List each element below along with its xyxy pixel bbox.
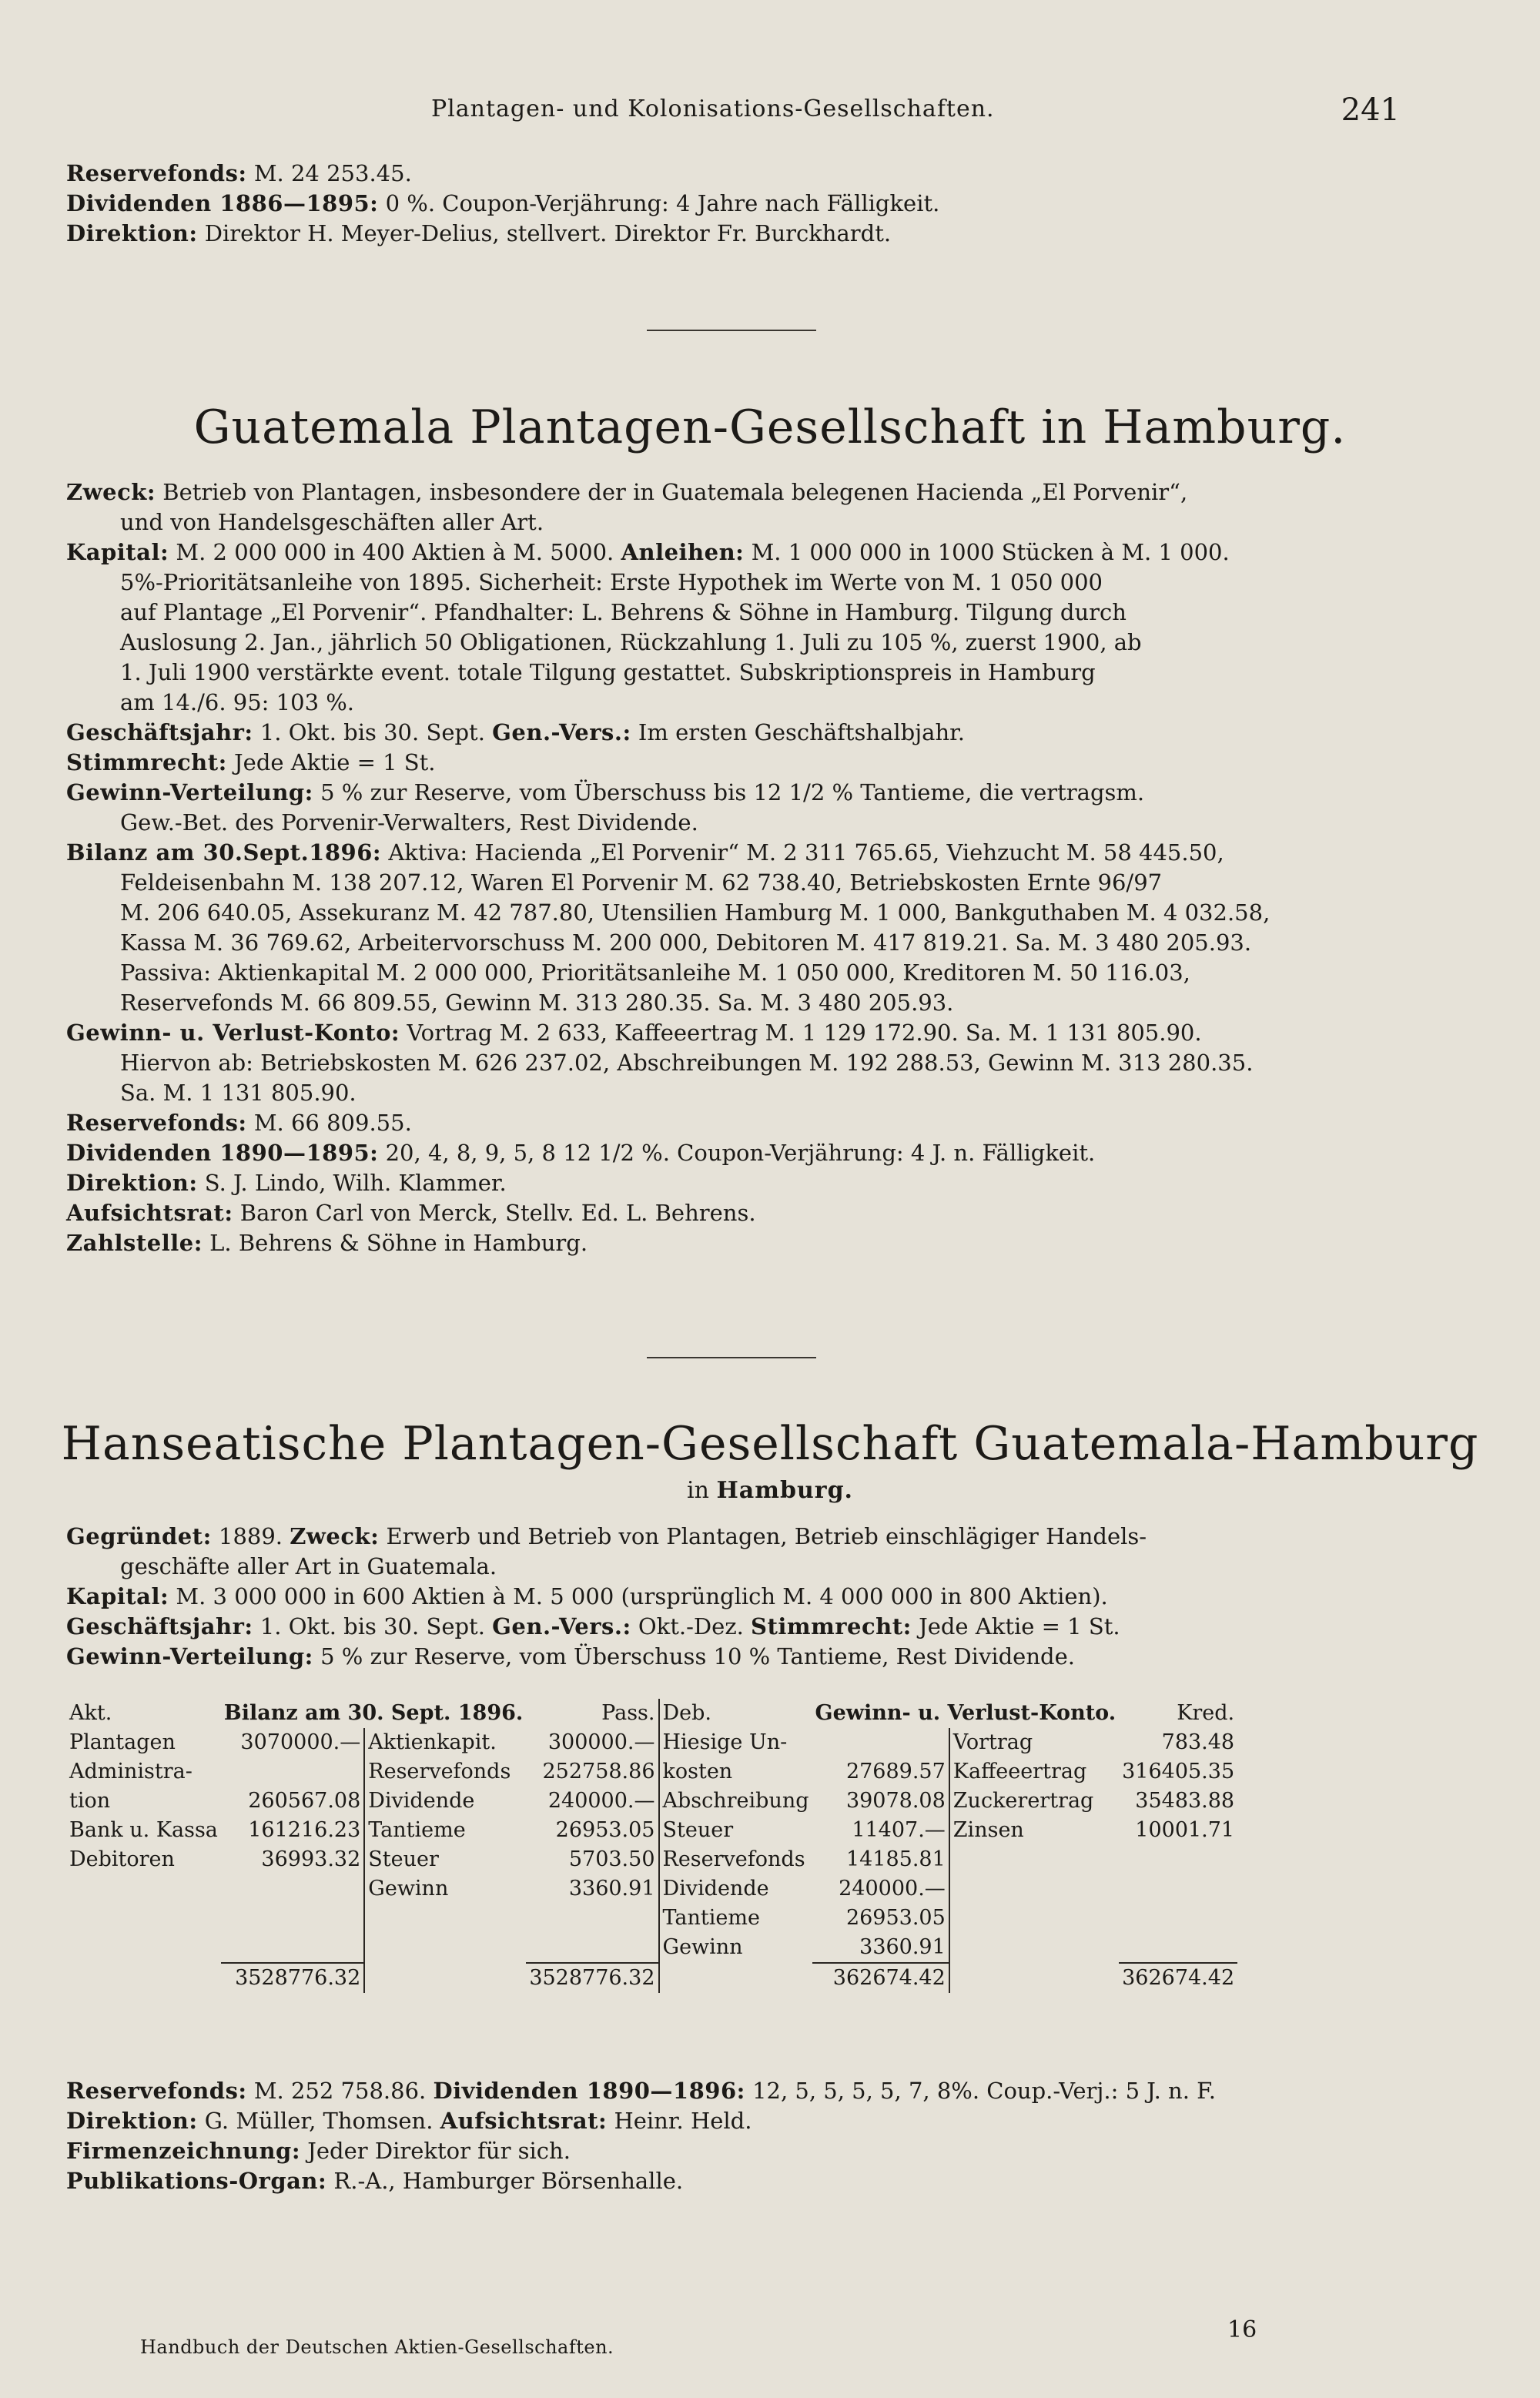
table-cell	[812, 1728, 949, 1757]
table-header: Akt.	[69, 1701, 112, 1725]
label: Reservefonds:	[66, 1110, 247, 1136]
previous-entry-tail	[66, 159, 1404, 249]
table-cell: 316405.35	[1122, 1760, 1235, 1783]
table-cell: Debitoren	[69, 1847, 175, 1871]
text: Aktiva: Hacienda „El Porvenir“ M. 2 311 765.65, Viehzucht M. 58 445.50,	[388, 839, 1224, 866]
label: Reservefonds:	[66, 2078, 247, 2104]
text: G. Müller, Thomsen.	[204, 2108, 434, 2134]
table-cell: Gewinn	[368, 1877, 449, 1901]
text: S. J. Lindo, Wilh. Klammer.	[204, 1170, 507, 1196]
table-cell	[66, 1904, 221, 1933]
table-cell: Reservefonds	[662, 1847, 805, 1871]
text: M. 3 000 000 in 600 Aktien à M. 5 000 (ursprünglich M. 4 000 000 in 800 Aktien).	[176, 1583, 1108, 1609]
table-cell: 10001.71	[1135, 1818, 1235, 1842]
company-title: Guatemala Plantagen-Gesellschaft in Hamburg.	[193, 400, 1347, 454]
table-cell: Tantieme	[368, 1818, 466, 1842]
subtitle-prefix: in	[686, 1477, 709, 1504]
table-cell: 14185.81	[812, 1845, 949, 1874]
label: Firmenzeichnung:	[66, 2138, 301, 2164]
text: M. 66 809.55.	[253, 1110, 412, 1136]
balance-sheet-table	[66, 1699, 1237, 1993]
footer-publication: Handbuch der Deutschen Aktien-Gesellschaften.	[140, 2336, 614, 2358]
table-cell	[949, 1904, 1119, 1933]
table-cell: Bank u. Kassa	[69, 1818, 218, 1842]
label: Bilanz am 30.Sept.1896:	[66, 839, 382, 866]
table-cell: Zuckerertrag	[952, 1789, 1094, 1813]
text: M. 24 253.45.	[253, 160, 412, 186]
text: und von Handelsgeschäften aller Art.	[120, 509, 544, 535]
table-cell: 300000.—	[526, 1728, 658, 1757]
section-divider	[647, 330, 816, 331]
table-cell: Aktienkapit.	[368, 1730, 497, 1754]
section-divider	[647, 1357, 816, 1358]
table-cell: 240000.—	[526, 1787, 658, 1816]
label: Gewinn- u. Verlust-Konto:	[66, 1020, 400, 1046]
sum-cell: 362674.42	[1119, 1963, 1237, 1993]
company-entry-hanseatische	[66, 1522, 1404, 1672]
text: 1. Juli 1900 verstärkte event. totale Tilgung gestattet. Subskriptionspreis in Hamburg	[120, 659, 1096, 685]
table-cell: 3360.91	[812, 1933, 949, 1963]
label: Gewinn-Verteilung:	[66, 779, 313, 805]
label: Reservefonds:	[66, 160, 247, 186]
text: M. 2 000 000 in 400 Aktien à M. 5000.	[176, 539, 614, 565]
table-cell: 36993.32	[221, 1845, 364, 1874]
label: Anleihen:	[621, 539, 745, 565]
table-cell: 35483.88	[1135, 1789, 1235, 1813]
table-cell: kosten	[662, 1760, 733, 1783]
text: Betrieb von Plantagen, insbesondere der in Guatemala belegenen Hacienda „El Porvenir“,	[162, 479, 1188, 505]
text: Heinr. Held.	[614, 2108, 752, 2134]
text: Feldeisenbahn M. 138 207.12, Waren El Porvenir M. 62 738.40, Betriebskosten Ernte 96/97	[120, 869, 1163, 896]
table-cell: Kaffeeertrag	[952, 1760, 1087, 1783]
label: Gen.-Vers.:	[492, 719, 631, 745]
table-cell: Tantieme	[662, 1906, 760, 1930]
table-cell: 252758.86	[526, 1757, 658, 1787]
table-cell	[1119, 1874, 1237, 1904]
table-row	[66, 1757, 1237, 1787]
table-cell	[949, 1933, 1119, 1963]
label: Kapital:	[66, 1583, 169, 1609]
table-cell: Hiesige Un-	[662, 1730, 788, 1754]
table-cell	[221, 1904, 364, 1933]
table-cell: 26953.05	[812, 1904, 949, 1933]
table-cell: Reservefonds	[368, 1760, 511, 1783]
table-cell: 26953.05	[526, 1816, 658, 1845]
text: am 14./6. 95: 103 %.	[120, 689, 355, 715]
table-cell: Dividende	[368, 1789, 475, 1813]
table-cell: 5703.50	[526, 1845, 658, 1874]
label: Kapital:	[66, 539, 169, 565]
table-cell	[949, 1845, 1119, 1874]
sum-cell: 3528776.32	[526, 1963, 658, 1993]
text: 5%-Prioritätsanleihe von 1895. Sicherheit: Erste Hypothek im Werte von M. 1 050 000	[120, 569, 1103, 595]
table-cell: 11407.—	[812, 1816, 949, 1845]
label: Dividenden 1886—1895:	[66, 190, 379, 216]
text: Jede Aktie = 1 St.	[234, 749, 436, 775]
label: Direktion:	[66, 1170, 198, 1196]
sum-cell: 3528776.32	[221, 1963, 364, 1993]
label: Stimmrecht:	[66, 749, 227, 775]
table-cell	[221, 1757, 364, 1787]
text: 1. Okt. bis 30. Sept.	[259, 1613, 485, 1639]
table-row	[66, 1816, 1237, 1845]
table-cell: Administra-	[69, 1760, 192, 1783]
text: auf Plantage „El Porvenir“. Pfandhalter: L. Behrens & Söhne in Hamburg. Tilgung durch	[120, 599, 1127, 625]
table-cell: Steuer	[368, 1847, 439, 1871]
table-cell: Steuer	[662, 1818, 734, 1842]
text: 1889.	[219, 1523, 283, 1549]
footer-signature: 16	[1227, 2316, 1257, 2343]
text: 1. Okt. bis 30. Sept.	[259, 719, 485, 745]
table-cell	[1119, 1904, 1237, 1933]
text: Direktor H. Meyer-Delius, stellvert. Direktor Fr. Burckhardt.	[204, 220, 892, 246]
text: Gew.-Bet. des Porvenir-Verwalters, Rest Dividende.	[120, 809, 698, 836]
table-cell: 27689.57	[812, 1757, 949, 1787]
table-cell	[659, 1963, 812, 1993]
subtitle-city: Hamburg.	[716, 1477, 853, 1504]
table-cell	[66, 1933, 221, 1963]
text: Reservefonds M. 66 809.55, Gewinn M. 313 280.35. Sa. M. 3 480 205.93.	[120, 990, 954, 1016]
text: Jeder Direktor für sich.	[307, 2138, 571, 2164]
text: 20, 4, 8, 9, 5, 8 12 1/2 %. Coupon-Verjährung: 4 J. n. Fälligkeit.	[385, 1140, 1096, 1166]
table-cell	[1119, 1845, 1237, 1874]
table-cell	[364, 1963, 526, 1993]
table-row	[66, 1874, 1237, 1904]
table-cell	[949, 1874, 1119, 1904]
table-header: Kred.	[1177, 1701, 1235, 1725]
table-cell	[66, 1963, 221, 1993]
table-cell: Abschreibung	[662, 1789, 809, 1813]
label: Zweck:	[66, 479, 156, 505]
table-cell	[221, 1933, 364, 1963]
label: Aufsichtsrat:	[66, 1200, 233, 1226]
text: Passiva: Aktienkapital M. 2 000 000, Prioritätsanleihe M. 1 050 000, Kreditoren M. 50 116.03,	[120, 960, 1190, 986]
text: 5 % zur Reserve, vom Überschuss 10 % Tantieme, Rest Dividende.	[320, 1643, 1075, 1670]
table-header: Bilanz am 30. Sept. 1896.	[223, 1701, 524, 1725]
table-header: Gewinn- u. Verlust-Konto.	[815, 1701, 1116, 1725]
text: Sa. M. 1 131 805.90.	[120, 1080, 357, 1106]
table-cell: 39078.08	[812, 1787, 949, 1816]
table-row	[66, 1904, 1237, 1933]
text: R.-A., Hamburger Börsenhalle.	[333, 2168, 684, 2194]
text: M. 206 640.05, Assekuranz M. 42 787.80, Utensilien Hamburg M. 1 000, Bankguthaben M. 4 032.58,	[120, 899, 1270, 926]
table-header: Pass.	[526, 1699, 658, 1728]
label: Gewinn-Verteilung:	[66, 1643, 313, 1670]
table-cell: Dividende	[662, 1877, 769, 1901]
text: M. 252 758.86.	[253, 2078, 427, 2104]
text: L. Behrens & Söhne in Hamburg.	[209, 1230, 588, 1256]
label: Stimmrecht:	[751, 1613, 912, 1639]
table-cell	[221, 1874, 364, 1904]
label: Direktion:	[66, 2108, 198, 2134]
table-cell: tion	[69, 1789, 111, 1813]
table-cell	[949, 1963, 1119, 1993]
label: Zweck:	[290, 1523, 380, 1549]
text: Okt.-Dez.	[638, 1613, 744, 1639]
table-cell	[526, 1904, 658, 1933]
text: Kassa M. 36 769.62, Arbeitervorschuss M. 200 000, Debitoren M. 417 819.21. Sa. M. 3 480 205.93.	[120, 929, 1252, 956]
company-entry-guatemala	[66, 477, 1404, 1258]
label: Direktion:	[66, 220, 198, 246]
table-row	[66, 1787, 1237, 1816]
table-row	[66, 1728, 1237, 1757]
table-row	[66, 1933, 1237, 1963]
company-title: Hanseatische Plantagen-Gesellschaft Guatemala-Hamburg	[61, 1417, 1479, 1471]
text: Auslosung 2. Jan., jährlich 50 Obligationen, Rückzahlung 1. Juli zu 105 %, zuerst 1900, ab	[120, 629, 1142, 655]
text: 0 %. Coupon-Verjährung: 4 Jahre nach Fälligkeit.	[385, 190, 940, 216]
table-cell: 260567.08	[221, 1787, 364, 1816]
table-header: Deb.	[662, 1701, 711, 1725]
text: Vortrag M. 2 633, Kaffeeertrag M. 1 129 172.90. Sa. M. 1 131 805.90.	[407, 1020, 1202, 1046]
table-cell: 3070000.—	[221, 1728, 364, 1757]
label: Gegründet:	[66, 1523, 212, 1549]
table-cell: 783.48	[1161, 1730, 1235, 1754]
text: geschäfte aller Art in Guatemala.	[120, 1553, 497, 1579]
table-cell: 161216.23	[221, 1816, 364, 1845]
label: Aufsichtsrat:	[440, 2108, 608, 2134]
text: 5 % zur Reserve, vom Überschuss bis 12 1/2 % Tantieme, die vertragsm.	[320, 779, 1145, 805]
table-header-row	[66, 1699, 1237, 1728]
label: Geschäftsjahr:	[66, 719, 253, 745]
table-cell: 240000.—	[812, 1874, 949, 1904]
table-cell: Zinsen	[952, 1818, 1024, 1842]
text: Baron Carl von Merck, Stellv. Ed. L. Behrens.	[239, 1200, 756, 1226]
table-cell	[364, 1933, 526, 1963]
table-cell: 3360.91	[526, 1874, 658, 1904]
table-sum-row	[66, 1963, 1237, 1993]
label: Dividenden 1890—1895:	[66, 1140, 379, 1166]
label: Zahlstelle:	[66, 1230, 203, 1256]
text: Erwerb und Betrieb von Plantagen, Betrieb einschlägiger Handels-	[386, 1523, 1147, 1549]
table-cell: Plantagen	[69, 1730, 176, 1754]
page-number: 241	[1341, 92, 1400, 128]
table-cell: Gewinn	[662, 1935, 743, 1959]
text: 12, 5, 5, 5, 5, 7, 8%. Coup.-Verj.: 5 J. n. F.	[752, 2078, 1216, 2104]
label: Publikations-Organ:	[66, 2168, 327, 2194]
label: Geschäftsjahr:	[66, 1613, 253, 1639]
table-cell	[364, 1904, 526, 1933]
company-entry-hanseatische-footer	[66, 2076, 1404, 2196]
label: Dividenden 1890—1896:	[433, 2078, 745, 2104]
table-cell	[526, 1933, 658, 1963]
table-cell	[1119, 1933, 1237, 1963]
table-row	[66, 1845, 1237, 1874]
sum-cell: 362674.42	[812, 1963, 949, 1993]
running-title: Plantagen- und Kolonisations-Gesellschaften.	[431, 95, 995, 122]
text: Im ersten Geschäftshalbjahr.	[638, 719, 966, 745]
table-cell: Vortrag	[952, 1730, 1033, 1754]
company-subtitle	[0, 1477, 1540, 1504]
text: M. 1 000 000 in 1000 Stücken à M. 1 000.	[751, 539, 1230, 565]
running-head	[0, 92, 1540, 142]
table-cell	[66, 1874, 221, 1904]
text: Jede Aktie = 1 St.	[919, 1613, 1120, 1639]
label: Gen.-Vers.:	[492, 1613, 631, 1639]
text: Hiervon ab: Betriebskosten M. 626 237.02, Abschreibungen M. 192 288.53, Gewinn M. 313 280.35.	[120, 1050, 1254, 1076]
